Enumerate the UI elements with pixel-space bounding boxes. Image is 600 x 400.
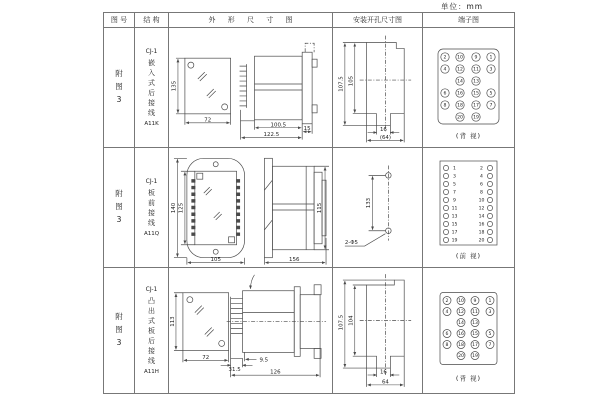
side-view (221, 275, 326, 377)
terminal-num: 19 (473, 115, 479, 121)
terminal-num: 5 (488, 332, 492, 338)
terminal-num: 1 (489, 55, 493, 61)
terminal-num: 10 (457, 55, 463, 61)
terminal-num: 15 (473, 91, 479, 97)
terminal-num: 13 (473, 79, 479, 85)
row1-mounting-cell (333, 28, 423, 148)
mounting-drawing-a11q (333, 148, 422, 267)
row2-terminal-cell (423, 148, 514, 268)
terminal-num: 20 (458, 354, 464, 360)
terminal-num: 1 (488, 299, 492, 305)
header-fig-no: 图 号 (104, 13, 135, 28)
row3-fig-no (104, 268, 135, 393)
view-label: (背 视) (455, 132, 482, 140)
dim-outer-height-label: 140 (170, 202, 177, 214)
terminal-num: 17 (473, 103, 479, 109)
terminal-num: 3 (488, 310, 492, 316)
model-code: A11H (144, 369, 159, 376)
front-view (174, 158, 245, 264)
fig-no-label: 附图3 (115, 189, 123, 224)
row3-outline-cell (169, 268, 333, 393)
header-structure: 结 构 (135, 13, 169, 28)
dim-side-height-label: 115 (317, 202, 324, 214)
dim-inner-label: 104 (348, 315, 355, 326)
terminal-num: 7 (488, 343, 492, 349)
fig-no-label: 附图3 (115, 69, 123, 104)
terminal-num: 11 (472, 310, 478, 316)
dim-width-label: 105 (210, 257, 221, 264)
structure-desc: 凸出式板后接线 (148, 296, 155, 366)
mounting-drawing-a11k (333, 28, 422, 147)
terminal-num: 18 (478, 230, 485, 236)
terminal-num: 13 (472, 321, 478, 327)
terminal-num: 4 (445, 310, 449, 316)
terminal-num: 20 (478, 238, 485, 244)
terminal-num: 6 (443, 91, 447, 97)
dim-bracket-label: 31.5 (228, 366, 241, 373)
dim-body-label: 100.5 (270, 122, 287, 129)
terminal-num: 11 (451, 206, 458, 212)
hole-size-label: 2-Φ5 (344, 240, 358, 247)
cutout-shape (343, 274, 411, 387)
terminal-num: 10 (458, 299, 464, 305)
terminal-num: 16 (478, 222, 485, 228)
row3-structure (135, 268, 169, 393)
terminal-num: 14 (478, 214, 485, 220)
model-code: A11Q (143, 231, 160, 238)
dim-inner-label: 105 (348, 75, 355, 87)
outline-drawing-a11h (169, 268, 332, 393)
outline-drawing-a11q (169, 148, 332, 267)
terminal-num: 16 (458, 332, 464, 338)
dim-tab-label: 16 (379, 127, 387, 134)
row2-fig-no (104, 148, 135, 268)
dim-body-label: 126 (270, 369, 281, 376)
terminal-num: 4 (480, 174, 483, 180)
terminal-num: 1 (453, 166, 456, 172)
mounting-drawing-a11h (333, 268, 422, 393)
fig-no-label: 附图3 (115, 312, 123, 347)
terminal-num: 15 (451, 222, 458, 228)
dim-total-label: 156 (289, 257, 300, 264)
outline-drawing-a11k (169, 28, 332, 147)
terminal-num: 12 (478, 206, 485, 212)
terminal-num: 9 (473, 299, 477, 305)
cutout-shape (343, 36, 411, 143)
front-view (174, 293, 229, 363)
row1-outline-cell (169, 28, 333, 148)
dim-height-label: 135 (171, 80, 178, 92)
terminal-num: 8 (480, 190, 483, 196)
dim-hole-dist-label: 133 (366, 197, 373, 209)
terminal-num: 8 (443, 103, 447, 109)
terminal-num: 12 (457, 67, 463, 73)
terminal-num: 17 (451, 230, 458, 236)
terminal-num: 15 (472, 332, 478, 338)
dim-height-label: 113 (169, 316, 176, 327)
terminal-num: 19 (451, 238, 458, 244)
dim-total-label: 122.5 (263, 132, 280, 139)
row3-mounting-cell (333, 268, 423, 393)
terminal-num: 5 (489, 91, 493, 97)
view-label: (前 视) (455, 252, 482, 260)
terminal-box (440, 161, 497, 245)
model-label: CJ-1 (145, 285, 158, 293)
terminal-num: 8 (445, 343, 449, 349)
model-code: A11K (144, 121, 159, 128)
terminal-num: 7 (453, 190, 456, 196)
terminal-num: 6 (480, 182, 483, 188)
row1-terminal-cell (423, 28, 514, 148)
terminal-num: 3 (453, 174, 456, 180)
unit-label: 单位：mm (441, 2, 484, 11)
terminal-num: 2 (443, 55, 447, 61)
row2-mounting-cell (333, 148, 423, 268)
terminal-num: 11 (473, 67, 479, 73)
terminal-num: 19 (472, 354, 478, 360)
dim-inner-height-label: 125 (178, 202, 185, 214)
terminal-num: 2 (445, 299, 449, 305)
terminal-num: 4 (443, 67, 447, 73)
terminal-num: 5 (453, 182, 456, 188)
dim-flange-label: 15 (303, 126, 311, 133)
row1-structure (135, 28, 169, 148)
dim-outer-label: 107.5 (338, 76, 345, 92)
terminal-num: 6 (445, 332, 449, 338)
terminal-num: 14 (458, 321, 464, 327)
terminal-diagram-a11h (423, 268, 514, 393)
terminal-diagram-a11q (423, 148, 514, 267)
dim-cut-label: 64 (381, 379, 389, 386)
terminal-diagram-a11k (423, 28, 514, 147)
terminal-num: 12 (458, 310, 464, 316)
terminal-num: 3 (489, 67, 493, 73)
structure-desc: 板前接线 (148, 188, 155, 228)
row3-terminal-cell (423, 268, 514, 393)
terminal-num: 18 (457, 103, 463, 109)
structure-desc: 嵌入式后接线 (148, 58, 155, 118)
terminal-num: 10 (478, 198, 485, 204)
terminal-num: 7 (489, 103, 493, 109)
header-terminal-diagram: 端子图 (423, 13, 514, 28)
terminal-num: 16 (457, 91, 463, 97)
terminal-num: 2 (480, 166, 483, 172)
terminal-num: 9 (453, 198, 456, 204)
dim-width-label: 72 (202, 354, 210, 361)
view-label: (背 视) (455, 374, 482, 383)
model-label: CJ-1 (145, 177, 158, 185)
terminal-num: 14 (457, 79, 463, 85)
spec-table (103, 12, 515, 394)
terminal-num: 9 (474, 55, 478, 61)
header-mounting-dims: 安装开孔尺寸图 (333, 13, 423, 28)
terminal-num: 20 (457, 115, 463, 121)
dim-tab-label: 16 (379, 369, 387, 376)
front-view (176, 58, 231, 125)
row2-structure (135, 148, 169, 268)
terminal-num: 13 (451, 214, 458, 220)
header-outline-dims: 外 形 尺 寸 图 (169, 13, 333, 28)
dim-offset-label: 9.5 (259, 357, 269, 364)
model-label: CJ-1 (145, 47, 158, 55)
row2-outline-cell (169, 148, 333, 268)
terminal-num: 18 (458, 343, 464, 349)
terminal-num: 17 (472, 343, 478, 349)
dim-width-label: 72 (204, 117, 212, 124)
row1-fig-no (104, 28, 135, 148)
dim-cut-label: (64) (379, 134, 391, 141)
dim-outer-label: 107.5 (338, 314, 345, 331)
